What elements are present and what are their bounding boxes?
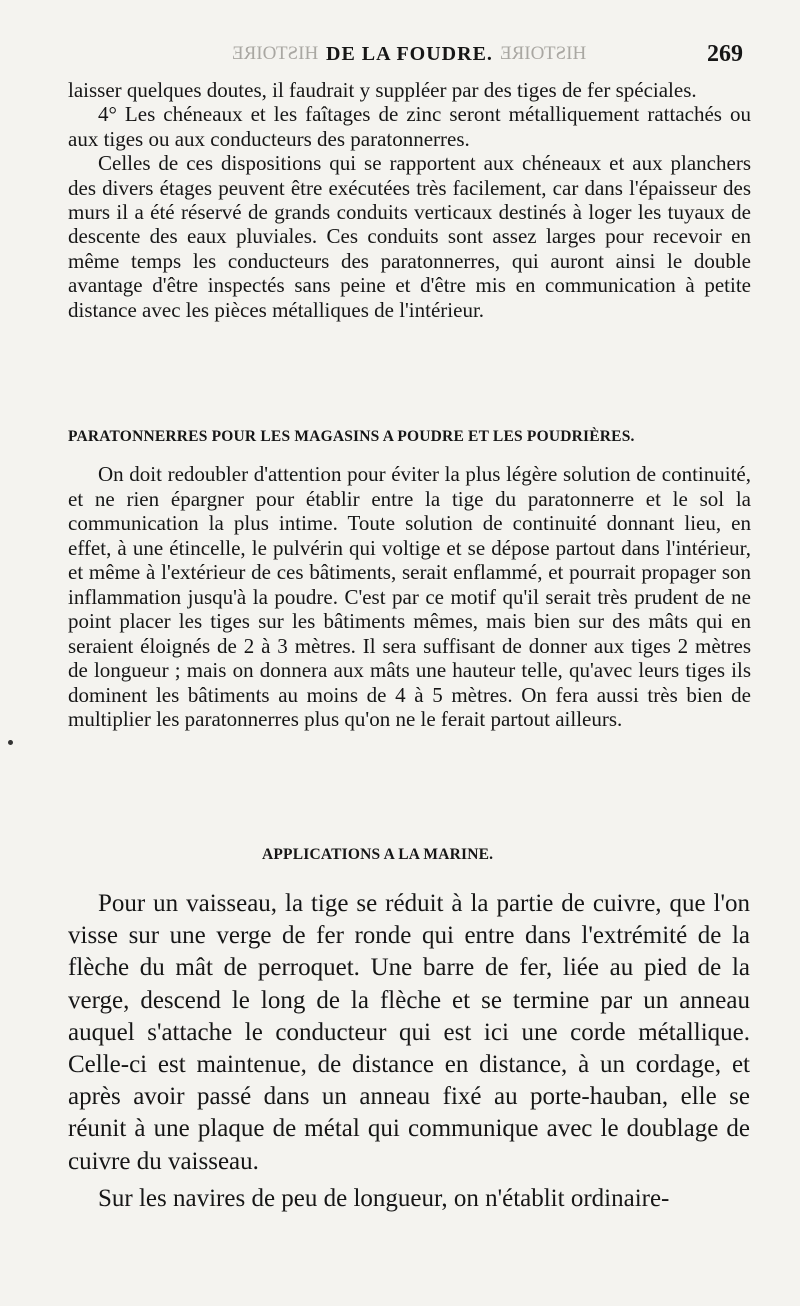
- bleed-through-header-left: HISTOIRE: [232, 43, 319, 64]
- section-magasins-body: [68, 462, 751, 732]
- page-number: 269: [707, 41, 743, 67]
- running-title: DE LA FOUDRE.: [326, 43, 493, 65]
- opening-paragraphs: [68, 78, 751, 322]
- section-heading-marine: APPLICATIONS A LA MARINE.: [262, 846, 494, 863]
- paragraph-continuation: laisser quelques doutes, il faudrait y suppléer par des tiges de fer spéciales.: [68, 78, 697, 102]
- bleed-through-header-right: HISTOIRE: [500, 43, 587, 64]
- paragraph-item-4: 4° Les chéneaux et les faîtages de zinc seront métalliquement rattachés ou aux tiges ou aux conducteurs des paratonnerres.: [68, 102, 751, 151]
- page-header: [0, 40, 800, 70]
- section-marine-body: [68, 888, 750, 1215]
- margin-ink-dot: [8, 740, 13, 745]
- paragraph-magasins: On doit redoubler d'attention pour éviter la plus légère solution de continuité, et ne rien épargner pour établir entre la tige du paratonnerre et le sol la communication la plus intime. Toute solution de continuité donnant lieu, en effet, à une étincelle, le pulvérin qui voltige et se dépose partout dans l'intérieur, et même à l'extérieur de ces bâtiments, serait enflammé, et pourrait propager son inflammation jusqu'à la poudre. C'est par ce motif qu'il serait très prudent de ne point placer les tiges sur les bâtiments mêmes, mais bien sur des mâts qui en seraient éloignés de 2 à 3 mètres. Il sera suffisant de donner aux tiges 2 mètres de longueur ; mais on donnera aux mâts une hauteur telle, qu'avec leurs tiges ils dominent les bâtiments au moins de 4 à 5 mètres. On fera aussi très bien de multiplier les paratonnerres plus qu'on ne le ferait partout ailleurs.: [68, 462, 751, 731]
- paragraph-dispositions: Celles de ces dispositions qui se rapportent aux chéneaux et aux planchers des divers étages peuvent être exécutées très facilement, car dans l'épaisseur des murs il a été réservé de grands conduits verticaux destinés à loger les tuyaux de descente des eaux pluviales. Ces conduits sont assez larges pour recevoir en même temps les conducteurs des paratonnerres, qui auront ainsi le double avantage d'être inspectés sans peine et d'être mis en communication à petite distance avec les pièces métalliques de l'intérieur.: [68, 151, 751, 322]
- paragraph-navires: Sur les navires de peu de longueur, on n'établit ordinaire-: [98, 1184, 670, 1212]
- section-heading-magasins: PARATONNERRES POUR LES MAGASINS A POUDRE ET LES POUDRIÈRES.: [68, 428, 635, 445]
- paragraph-vaisseau: Pour un vaisseau, la tige se réduit à la partie de cuivre, que l'on visse sur une verge de fer ronde qui entre dans l'extrémité de la flèche du mât de perroquet. Une barre de fer, liée au pied de la verge, descend le long de la flèche et se termine par un anneau auquel s'attache le conducteur qui est ici une corde métallique. Celle-ci est maintenue, de distance en distance, à un cordage, et après avoir passé dans un anneau fixé au porte-hauban, elle se réunit à une plaque de métal qui communique avec le doublage de cuivre du vaisseau.: [68, 890, 750, 1175]
